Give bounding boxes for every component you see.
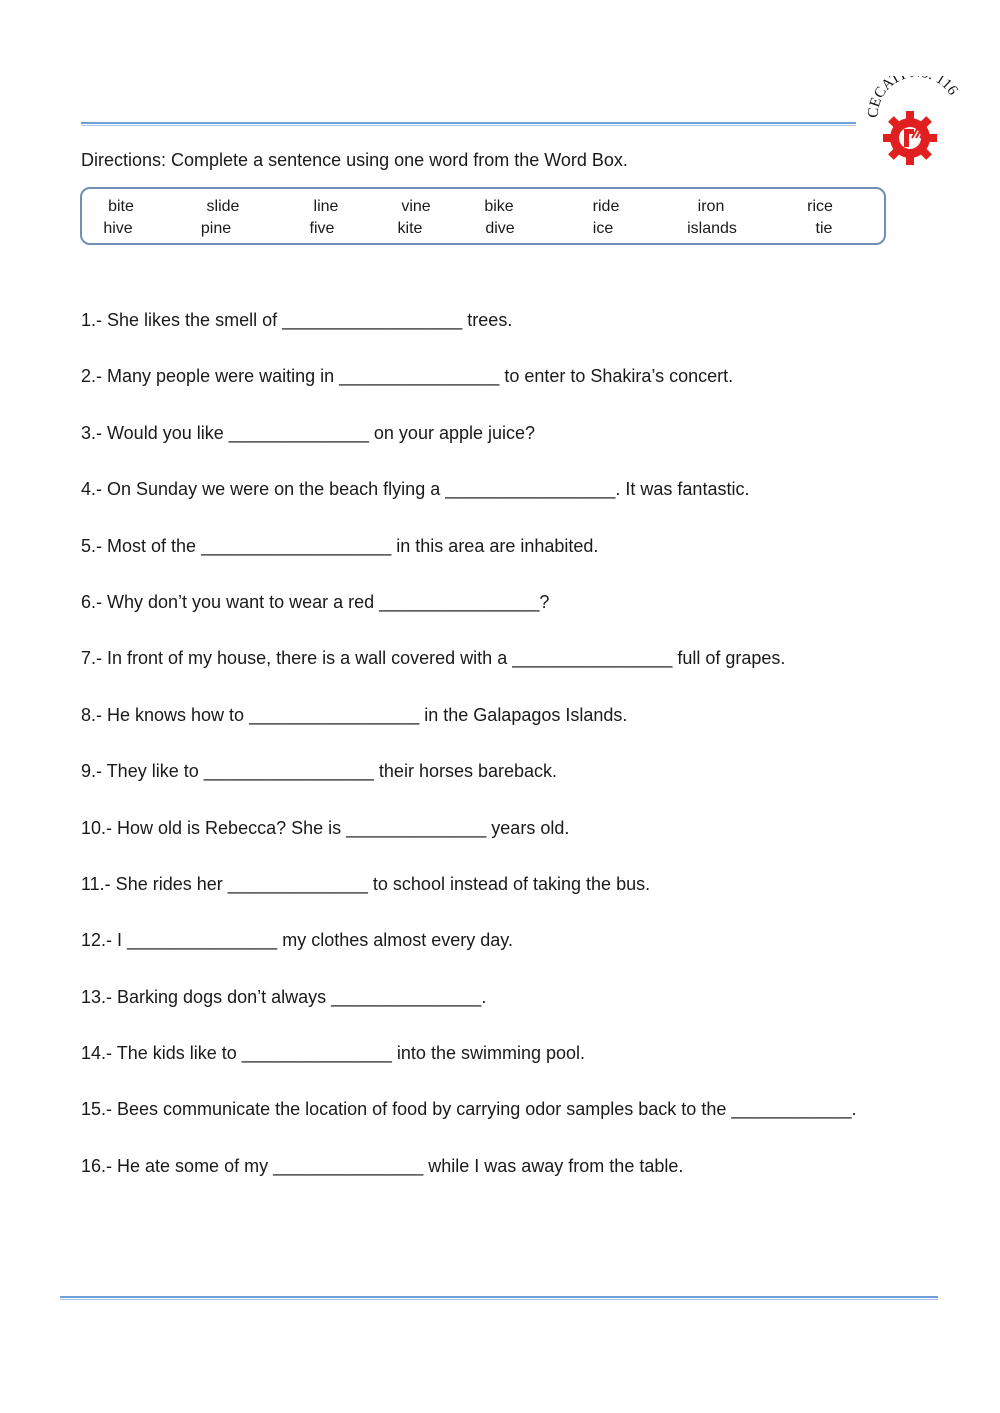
word-box-word: pine xyxy=(200,220,232,237)
sentence-text: 5.- Most of the xyxy=(81,535,202,556)
sentence-text: . xyxy=(851,1099,857,1120)
sentence-text: ? xyxy=(539,591,550,612)
word-box-word: tie xyxy=(815,220,833,237)
sentence-text: trees. xyxy=(462,310,513,330)
sentence-text: 15.- Bees communicate the location of food by carrying odor samples back to the xyxy=(81,1099,732,1120)
word-box-word: hive xyxy=(103,220,133,237)
sentence-item xyxy=(81,422,857,478)
sentence-item xyxy=(81,535,857,591)
word-box-word: vine xyxy=(401,198,431,215)
word-box-word: line xyxy=(313,198,339,215)
word-box-word: islands xyxy=(687,220,737,237)
word-box-word: ride xyxy=(592,198,620,215)
sentence-text: 4.- On Sunday we were on the beach flying a xyxy=(81,479,446,500)
sentence-text: 16.- He ate some of my xyxy=(81,1155,274,1176)
sentence-text: their horses bareback. xyxy=(373,761,558,782)
answer-blank[interactable]: __________________ xyxy=(282,310,463,330)
sentence-text: . It was fantastic. xyxy=(615,479,750,500)
sentence-item xyxy=(81,817,857,873)
sentence-list xyxy=(81,309,857,1211)
sentence-text: 13.- Barking dogs don’t always xyxy=(81,986,332,1007)
logo-text: CECAT 116 xyxy=(866,76,961,119)
answer-blank[interactable]: ________________ xyxy=(512,648,673,669)
sentence-text: in this area are inhabited. xyxy=(391,535,599,556)
answer-blank[interactable]: ____________ xyxy=(731,1099,852,1120)
sentence-item xyxy=(81,478,857,534)
directions-text: Directions: Complete a sentence using one word from the Word Box. xyxy=(81,150,628,170)
answer-blank[interactable]: ______________ xyxy=(228,422,369,443)
sentence-item xyxy=(81,704,857,760)
word-box-word: dive xyxy=(485,220,515,237)
sentence-text: 6.- Why don’t you want to wear a red xyxy=(81,591,380,612)
answer-blank[interactable]: _______________ xyxy=(127,930,278,951)
answer-blank[interactable]: ___________________ xyxy=(201,535,392,556)
sentence-item xyxy=(81,760,857,816)
answer-blank[interactable]: ________________ xyxy=(339,366,500,387)
sentence-item xyxy=(81,873,857,929)
word-box-word: bite xyxy=(108,198,134,215)
answer-blank[interactable]: _________________ xyxy=(203,761,374,782)
answer-blank[interactable]: _________________ xyxy=(445,479,616,500)
word-box-word: kite xyxy=(397,220,423,237)
top-divider xyxy=(81,122,856,126)
word-box-word: slide xyxy=(206,198,240,215)
sentence-text: 11.- She rides her xyxy=(81,873,228,894)
sentence-text: while I was away from the table. xyxy=(423,1155,684,1176)
sentence-text: 1.- She likes the smell of xyxy=(81,310,283,330)
word-box-word: iron xyxy=(697,198,725,215)
sentence-item xyxy=(81,986,857,1042)
answer-blank[interactable]: _______________ xyxy=(241,1043,392,1064)
sentence-text: to school instead of taking the bus. xyxy=(367,873,651,894)
sentence-item xyxy=(81,1098,857,1154)
sentence-text: 8.- He knows how to xyxy=(81,704,250,725)
sentence-text: in the Galapagos Islands. xyxy=(419,704,628,725)
answer-blank[interactable]: _______________ xyxy=(331,986,482,1007)
sentence-text: 9.- They like to xyxy=(81,761,204,782)
sentence-text: on your apple juice? xyxy=(368,422,536,443)
sentence-text: 7.- In front of my house, there is a wall covered with a xyxy=(81,648,513,669)
sentence-text: full of grapes. xyxy=(672,648,786,669)
sentence-item xyxy=(81,929,857,985)
sentence-item xyxy=(81,1155,857,1211)
sentence-text: years old. xyxy=(486,817,570,838)
sentence-item xyxy=(81,309,857,365)
sentence-item xyxy=(81,1042,857,1098)
answer-blank[interactable]: ______________ xyxy=(227,873,368,894)
sentence-text: 3.- Would you like xyxy=(81,422,229,443)
sentence-text: 12.- I xyxy=(81,930,128,951)
answer-blank[interactable]: ________________ xyxy=(379,591,540,612)
sentence-text: my clothes almost every day. xyxy=(277,930,513,951)
sentence-text: 14.- The kids like to xyxy=(81,1043,242,1064)
word-box-word: ice xyxy=(592,220,614,237)
sentence-item xyxy=(81,591,857,647)
word-box-word: bike xyxy=(484,198,514,215)
sentence-text: 2.- Many people were waiting in xyxy=(81,366,340,387)
sentence-item xyxy=(81,647,857,703)
bottom-divider xyxy=(60,1296,938,1300)
word-box xyxy=(80,187,886,245)
answer-blank[interactable]: _________________ xyxy=(249,704,420,725)
sentence-item xyxy=(81,365,857,421)
answer-blank[interactable]: _______________ xyxy=(273,1155,424,1176)
cecati-logo xyxy=(866,76,966,172)
word-box-word: rice xyxy=(807,198,833,215)
word-box-word: five xyxy=(309,220,335,237)
sentence-text: into the swimming pool. xyxy=(391,1043,586,1064)
sentence-text: . xyxy=(481,986,487,1007)
answer-blank[interactable]: ______________ xyxy=(346,817,487,838)
sentence-text: to enter to Shakira’s concert. xyxy=(499,366,734,387)
sentence-text: 10.- How old is Rebecca? She is xyxy=(81,817,347,838)
